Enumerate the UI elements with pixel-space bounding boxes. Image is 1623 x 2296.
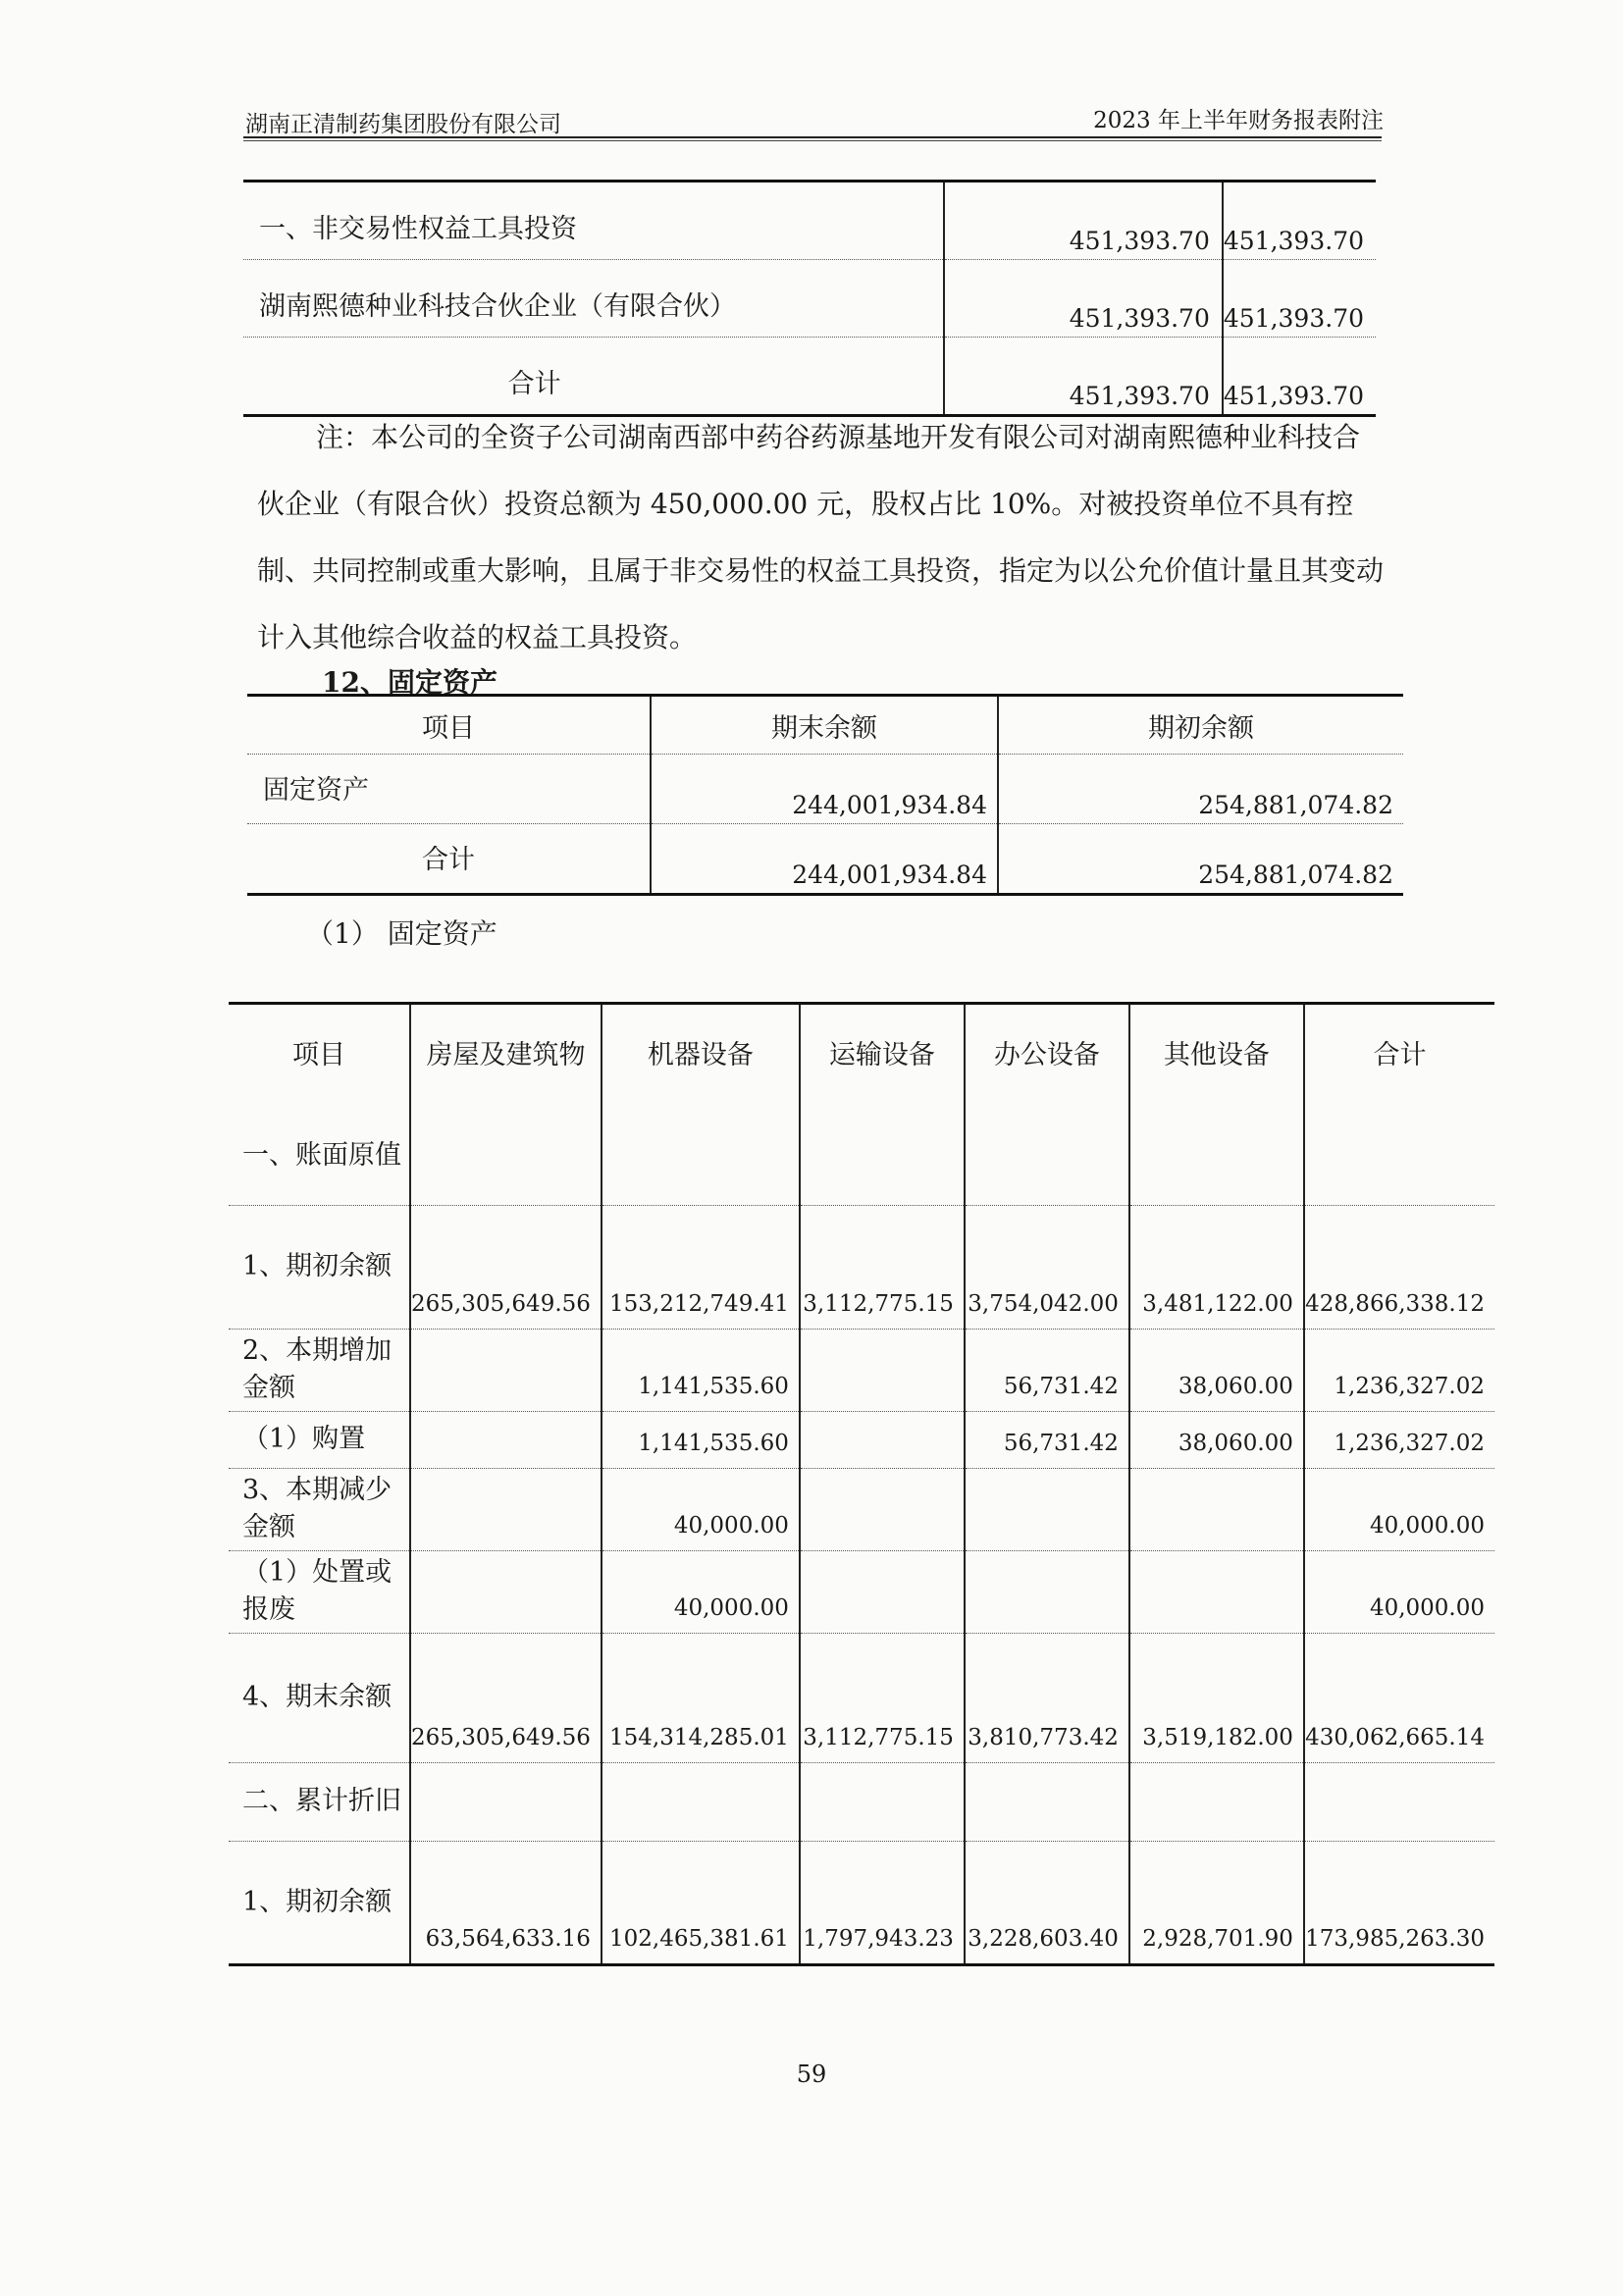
row-label: （1）处置或报废 [229, 1550, 410, 1633]
page-number: 59 [796, 2061, 827, 2088]
fixed-assets-summary-table [247, 694, 1403, 896]
end-balance-cell: 244,001,934.84 [651, 824, 998, 895]
header-rule-thin [243, 140, 1382, 141]
amount-cell: 153,212,749.41 [602, 1205, 800, 1329]
header-rule [243, 136, 1382, 138]
amount-cell: 154,314,285.01 [602, 1633, 800, 1762]
amount-cell: 40,000.00 [602, 1550, 800, 1633]
table-row [229, 1633, 1494, 1762]
amount-cell: 63,564,633.16 [410, 1841, 602, 1964]
table-row [229, 1762, 1494, 1841]
amount-cell: 2,928,701.90 [1129, 1841, 1304, 1964]
table-row [229, 1841, 1494, 1964]
fixed-assets-detail-table [229, 1002, 1494, 1966]
amount-cell: 3,481,122.00 [1129, 1205, 1304, 1329]
row-label: 1、期初余额 [229, 1205, 410, 1329]
amount-cell: 1,141,535.60 [602, 1329, 800, 1411]
table-row [229, 1205, 1494, 1329]
begin-balance-cell: 254,881,074.82 [998, 755, 1403, 824]
header-cell: 期末余额 [651, 696, 998, 755]
amount-cell [800, 1468, 965, 1550]
header-cell: 其他设备 [1129, 1004, 1304, 1108]
amount-cell: 56,731.42 [965, 1411, 1129, 1468]
amount-cell [410, 1107, 602, 1205]
table-row [229, 1550, 1494, 1633]
header-cell: 机器设备 [602, 1004, 800, 1108]
amount-cell: 38,060.00 [1129, 1411, 1304, 1468]
row-label: 1、期初余额 [242, 1886, 393, 1917]
row-label: 二、累计折旧 [229, 1762, 410, 1841]
amount-cell [965, 1107, 1129, 1205]
end-balance-cell: 451,393.70 [944, 338, 1223, 416]
amount-cell: 430,062,665.14 [1304, 1633, 1494, 1762]
table-row [243, 182, 1376, 260]
table-row [229, 1329, 1494, 1411]
header-cell: 期初余额 [998, 696, 1403, 755]
header-report-title: 2023 年上半年财务报表附注 [1093, 108, 1384, 133]
amount-cell: 428,866,338.12 [1304, 1205, 1494, 1329]
header-cell: 运输设备 [800, 1004, 965, 1108]
table-row [243, 260, 1376, 338]
amount-cell [410, 1468, 602, 1550]
amount-cell [800, 1107, 965, 1205]
row-label: （1）购置 [229, 1411, 410, 1468]
amount-cell [1304, 1762, 1494, 1841]
amount-cell [410, 1762, 602, 1841]
amount-cell [602, 1107, 800, 1205]
table-row [229, 1468, 1494, 1550]
header-cell: 项目 [292, 1040, 345, 1070]
row-label: 一、账面原值 [229, 1107, 410, 1205]
amount-cell: 40,000.00 [602, 1468, 800, 1550]
table-row [229, 1107, 1494, 1205]
header-cell: 项目 [247, 696, 651, 755]
header-cell: 房屋及建筑物 [410, 1004, 602, 1108]
begin-balance-cell: 451,393.70 [1223, 260, 1376, 338]
row-label: 4、期末余额 [229, 1633, 410, 1762]
amount-cell [410, 1411, 602, 1468]
begin-balance-cell: 451,393.70 [1223, 182, 1376, 260]
amount-cell [1129, 1468, 1304, 1550]
amount-cell [410, 1329, 602, 1411]
amount-cell [1304, 1107, 1494, 1205]
header-company: 湖南正清制药集团股份有限公司 [245, 112, 561, 137]
amount-cell [800, 1329, 965, 1411]
end-balance-cell: 244,001,934.84 [651, 755, 998, 824]
amount-cell: 1,236,327.02 [1304, 1411, 1494, 1468]
row-label: 3、本期减少金额 [229, 1468, 410, 1550]
amount-cell: 56,731.42 [965, 1329, 1129, 1411]
table-row [229, 1411, 1494, 1468]
amount-cell: 40,000.00 [1304, 1550, 1494, 1633]
amount-cell [800, 1550, 965, 1633]
amount-cell: 102,465,381.61 [602, 1841, 800, 1964]
subsection-title: （1） 固定资产 [306, 917, 497, 950]
end-balance-cell: 451,393.70 [944, 182, 1223, 260]
begin-balance-cell: 451,393.70 [1223, 338, 1376, 416]
row-label: 固定资产 [247, 755, 651, 824]
table-row [247, 824, 1403, 895]
amount-cell [965, 1550, 1129, 1633]
amount-cell [1129, 1762, 1304, 1841]
amount-cell: 265,305,649.56 [410, 1633, 602, 1762]
row-label: 2、本期增加金额 [229, 1329, 410, 1411]
table-header-row [229, 1004, 1494, 1108]
amount-cell: 3,112,775.15 [800, 1633, 965, 1762]
amount-cell [800, 1411, 965, 1468]
amount-cell [602, 1762, 800, 1841]
note-paragraph: 注：本公司的全资子公司湖南西部中药谷药源基地开发有限公司对湖南熙德种业科技合伙企业（有限合伙）投资总额为 450,000.00 元，股权占比 10%。对被投资单位不具有控制、共同控制或重大影响，且属于非交易性的权益工具投资，指定为以公允价值计量且其变动计入其他综合收益的权益工具投资。 [257, 421, 1385, 653]
table-header-row [247, 696, 1403, 755]
total-label: 合计 [422, 844, 475, 875]
begin-balance-cell: 254,881,074.82 [998, 824, 1403, 895]
table-row [247, 755, 1403, 824]
row-label: 一、非交易性权益工具投资 [243, 182, 944, 260]
equity-investment-table [243, 180, 1376, 417]
header-cell: 办公设备 [965, 1004, 1129, 1108]
amount-cell: 265,305,649.56 [410, 1205, 602, 1329]
amount-cell: 3,519,182.00 [1129, 1633, 1304, 1762]
section-title: 12、固定资产 [322, 666, 497, 699]
header-cell: 合计 [1304, 1004, 1494, 1108]
amount-cell: 1,236,327.02 [1304, 1329, 1494, 1411]
total-label: 合计 [507, 369, 561, 399]
amount-cell [410, 1550, 602, 1633]
amount-cell [800, 1762, 965, 1841]
amount-cell: 38,060.00 [1129, 1329, 1304, 1411]
amount-cell [965, 1468, 1129, 1550]
end-balance-cell: 451,393.70 [944, 260, 1223, 338]
amount-cell [1129, 1107, 1304, 1205]
amount-cell [1129, 1550, 1304, 1633]
amount-cell: 3,112,775.15 [800, 1205, 965, 1329]
amount-cell: 1,797,943.23 [800, 1841, 965, 1964]
amount-cell: 3,810,773.42 [965, 1633, 1129, 1762]
amount-cell: 3,228,603.40 [965, 1841, 1129, 1964]
amount-cell: 173,985,263.30 [1304, 1841, 1494, 1964]
amount-cell: 40,000.00 [1304, 1468, 1494, 1550]
amount-cell: 1,141,535.60 [602, 1411, 800, 1468]
amount-cell [965, 1762, 1129, 1841]
row-label: 湖南熙德种业科技合伙企业（有限合伙） [243, 260, 944, 338]
amount-cell: 3,754,042.00 [965, 1205, 1129, 1329]
